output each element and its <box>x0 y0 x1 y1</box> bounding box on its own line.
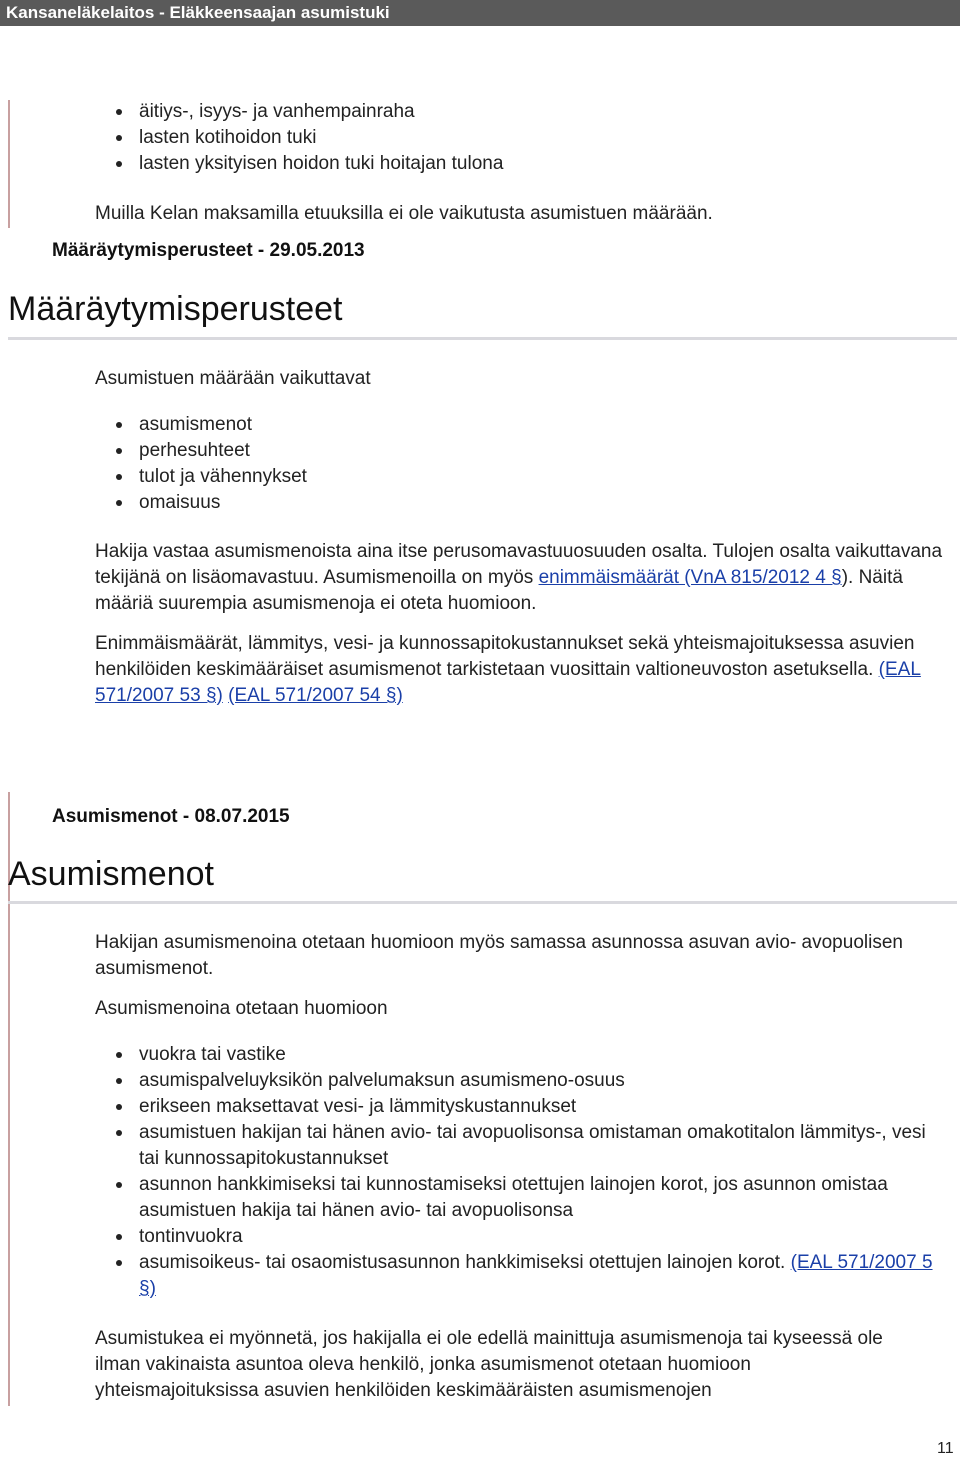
list-item: asumisoikeus- tai osaomistusasunnon hankkimiseksi otettujen lainojen korot. (EAL 571/2007 5 §) <box>115 1250 945 1302</box>
section-title: Määräytymisperusteet <box>8 290 343 328</box>
paragraph: Hakijan asumismenoina otetaan huomioon myös samassa asunnossa asuvan avio- avopuolisen asumismenot. <box>95 932 903 979</box>
list-item: lasten kotihoidon tuki <box>115 125 935 151</box>
law-link[interactable]: enimmäismäärät (VnA 815/2012 4 § <box>538 567 842 588</box>
list-item: omaisuus <box>115 490 935 516</box>
list-item: asunnon hankkimiseksi tai kunnostamiseksi otettujen lainojen korot, jos asunnon omistaa asumistuen hakija tai hänen avio- tai avopuolisonsa <box>115 1172 945 1224</box>
section-intro: Asumismenoina otetaan huomioon <box>95 998 388 1019</box>
top-list <box>115 99 935 177</box>
section-title: Asumismenot <box>8 855 214 893</box>
header-title: Kansaneläkelaitos - Eläkkeensaajan asumistuki <box>6 3 390 22</box>
list-item: asumistuen hakijan tai hänen avio- tai avopuolisonsa omistaman omakotitalon lämmitys-, vesi tai kunnossapitokustannukset <box>115 1120 945 1172</box>
section-meta: Asumismenot - 08.07.2015 <box>52 806 290 827</box>
section-meta: Määräytymisperusteet - 29.05.2013 <box>52 240 365 261</box>
top-note: Muilla Kelan maksamilla etuuksilla ei ole vaikutusta asumistuen määrään. <box>95 203 713 224</box>
page-number: 11 <box>937 1440 954 1457</box>
law-link[interactable]: (EAL 571/2007 54 §) <box>228 685 403 706</box>
law-link[interactable]: (EAL 571/2007 53 §) <box>95 659 921 706</box>
list-item: äitiys-, isyys- ja vanhempainraha <box>115 99 935 125</box>
paragraph: Hakija vastaa asumismenoista aina itse perusomavastuuosuuden osalta. Tulojen osalta vaikuttavana tekijänä on lisäomavastuu. Asumismenoilla on myös enimmäismäärät (VnA 815/2012 4 §). Näitä määriä suurempia asumismenoja ei oteta huomioon. <box>95 541 943 614</box>
list-item: tontinvuokra <box>115 1224 945 1250</box>
margin-line-top <box>8 100 10 228</box>
section-divider <box>8 901 957 904</box>
list-item: perhesuhteet <box>115 438 935 464</box>
section-divider <box>8 337 957 340</box>
list-item: erikseen maksettavat vesi- ja lämmityskustannukset <box>115 1094 945 1120</box>
list-item: lasten yksityisen hoidon tuki hoitajan tulona <box>115 151 935 177</box>
page-header <box>0 0 960 26</box>
section-intro: Asumistuen määrään vaikuttavat <box>95 368 371 389</box>
paragraph: Enimmäismäärät, lämmitys, vesi- ja kunnossapitokustannukset sekä yhteismajoituksessa asuvien henkilöiden keskimääräiset asumismenot tarkistetaan vuosittain valtioneuvoston asetuksella. (EAL 571/2007 53 §) (EAL 571/2007 54 §) <box>95 633 921 706</box>
list-item: tulot ja vähennykset <box>115 464 935 490</box>
law-link[interactable]: (EAL 571/2007 5 §) <box>139 1252 933 1299</box>
list-item: vuokra tai vastike <box>115 1042 945 1068</box>
expenses-list <box>115 1042 945 1302</box>
paragraph: Asumistukea ei myönnetä, jos hakijalla ei ole edellä mainittuja asumismenoja tai kyseessä ole ilman vakinaista asuntoa oleva henkilö, jonka asumismenot otetaan huomioon yhteismajoituksissa asuvien henkilöiden keskimääräisten asumismenojen <box>95 1328 883 1401</box>
factors-list <box>115 412 935 516</box>
list-item: asumispalveluyksikön palvelumaksun asumismeno-osuus <box>115 1068 945 1094</box>
list-item: asumismenot <box>115 412 935 438</box>
